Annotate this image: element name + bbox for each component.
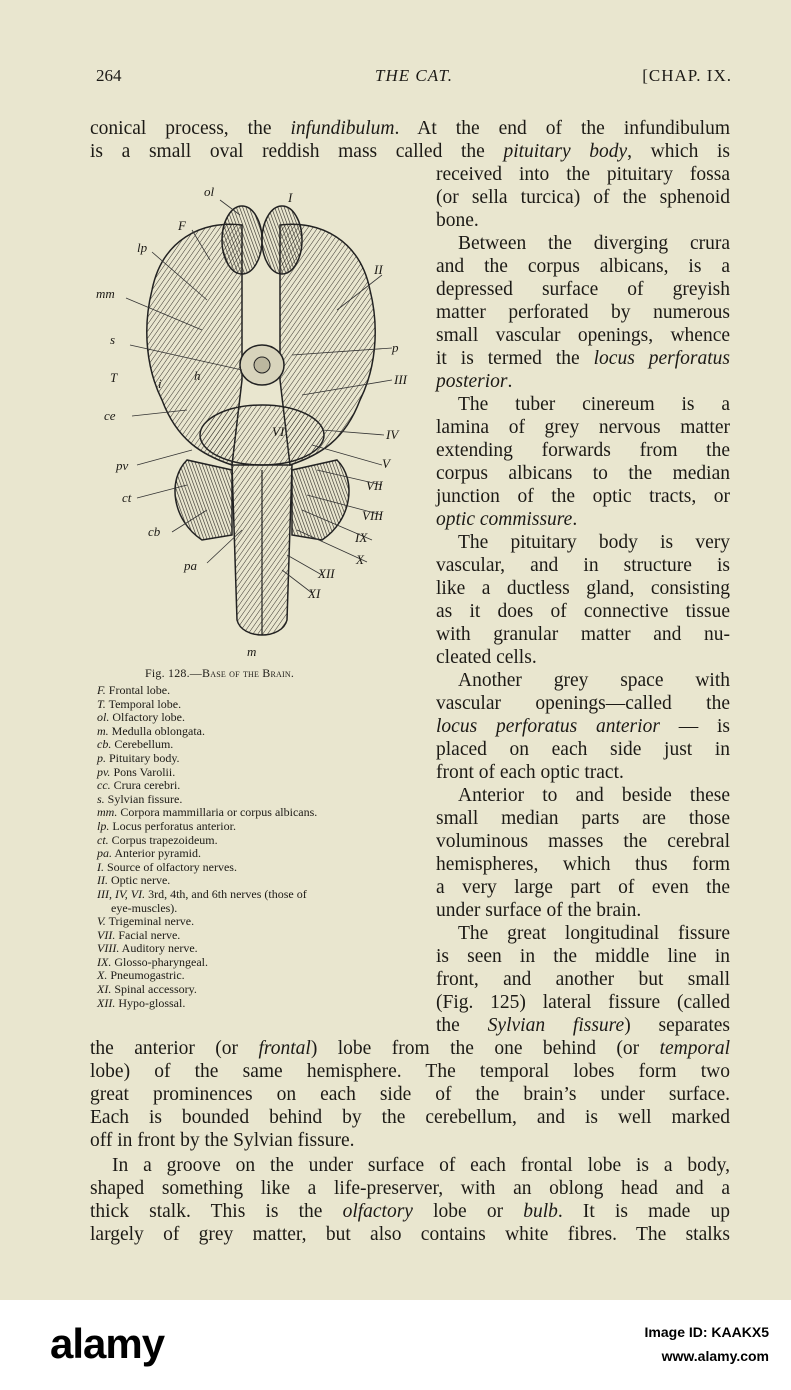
page-number: 264 [96, 66, 122, 85]
text-line: placed on each side just in [436, 739, 730, 760]
text-line: front, and another but small [436, 969, 730, 990]
legend-entry [97, 942, 417, 956]
legend-text: Medulla oblongata. [111, 723, 205, 738]
legend-text: Hypo-glossal. [118, 995, 186, 1010]
label-pa: pa [184, 558, 197, 573]
label-i: i [158, 376, 162, 391]
caption-title: Base of the Brain. [202, 666, 295, 680]
legend-entry [97, 956, 417, 970]
legend-abbr: I. [97, 859, 104, 874]
text-line: a very large part of even the [436, 877, 730, 898]
text-line: is seen in the middle line in [436, 946, 730, 967]
text-line: (Fig. 125) lateral fissure (called [436, 992, 730, 1013]
text-line: under surface of the brain. [436, 900, 642, 921]
legend-text: Locus perforatus anterior. [112, 818, 236, 833]
legend-abbr: lp. [97, 818, 110, 833]
text-line: the Sylvian fissure) separates [436, 1015, 730, 1036]
legend-entry [97, 969, 417, 983]
label-T: T [110, 370, 118, 385]
legend-abbr: p. [97, 750, 106, 765]
legend-abbr: mm. [97, 805, 118, 820]
legend-text: Cerebellum. [114, 737, 174, 752]
text-line: vascular openings—called the [436, 693, 730, 714]
legend-entry [97, 834, 417, 848]
legend-abbr: X. [97, 968, 108, 983]
text-line: the anterior (or frontal) lobe from the one behind (or temporal [90, 1038, 730, 1059]
text-line: conical process, the infundibulum. At the end of the infundibulum [90, 118, 730, 139]
legend-abbr: XI. [97, 982, 112, 997]
legend-entry [97, 929, 417, 943]
legend-text: Anterior pyramid. [114, 846, 201, 861]
text-line: Each is bounded behind by the cerebellum, and is well marked [90, 1107, 730, 1128]
legend-entry [97, 915, 417, 929]
text-line: it is termed the locus perforatus [436, 348, 730, 369]
legend-abbr: II. [97, 873, 108, 888]
label-XI: XI [308, 586, 321, 601]
legend-entry [97, 725, 417, 739]
legend-text: Frontal lobe. [108, 683, 171, 697]
legend-text: Trigeminal nerve. [108, 914, 195, 929]
text-line: lamina of grey nervous matter [436, 417, 730, 438]
label-VI: VI [272, 424, 285, 439]
label-V: V [382, 456, 390, 471]
text-line: small vascular openings, whence [436, 325, 730, 346]
legend-entry [97, 684, 417, 698]
text-line: largely of grey matter, but also contains white fibres. The stalks [90, 1224, 730, 1245]
text-line: front of each optic tract. [436, 762, 624, 783]
legend-text: Optic nerve. [111, 873, 171, 888]
legend-text: Facial nerve. [118, 927, 181, 942]
figure-caption [145, 666, 294, 681]
chapter-label: [CHAP. IX. [642, 66, 732, 85]
text-line: thick stalk. This is the olfactory lobe or bulb. It is made up [90, 1201, 730, 1222]
legend-abbr: IX. [97, 954, 112, 969]
label-IV: IV [386, 427, 399, 442]
legend-abbr: pv. [97, 764, 111, 779]
legend-entry [97, 820, 417, 834]
legend-entry [97, 847, 417, 861]
label-p: p [392, 340, 399, 355]
legend-abbr: VIII. [97, 941, 120, 956]
legend-entry [97, 711, 417, 725]
label-cb: cb [148, 524, 161, 539]
text-line: great prominences on each side of the brain’s under surface. [90, 1084, 730, 1105]
label-F: F [178, 218, 186, 233]
label-I: I [288, 190, 293, 205]
text-line: hemispheres, which thus form [436, 854, 730, 875]
label-X: X [356, 552, 364, 567]
text-line: extending forwards from the [436, 440, 730, 461]
legend-entry [97, 698, 417, 712]
figure-legend [97, 684, 417, 1010]
legend-entry [97, 983, 417, 997]
legend-entry [97, 874, 417, 888]
legend-text: Spinal accessory. [114, 982, 197, 997]
text-line: locus perforatus anterior — is [436, 716, 730, 737]
text-line: junction of the optic tracts, or [436, 486, 730, 507]
legend-text: Temporal lobe. [108, 696, 182, 711]
legend-text: Crura cerebri. [113, 778, 181, 793]
legend-text: Sylvian fissure. [107, 791, 183, 806]
text-line: shaped something like a life-preserver, with an oblong head and a [90, 1178, 730, 1199]
text-line: vascular, and in structure is [436, 555, 730, 576]
legend-entry [97, 752, 417, 766]
legend-text: Pneumogastric. [110, 968, 185, 983]
legend-abbr: ol. [97, 710, 110, 725]
text-line: with granular matter and nu- [436, 624, 730, 645]
legend-entry [97, 997, 417, 1011]
text-line: bone. [436, 210, 479, 231]
label-lp: lp [137, 240, 148, 255]
legend-abbr: VII. [97, 927, 116, 942]
legend-entry [97, 738, 417, 752]
legend-abbr: F. [97, 683, 106, 697]
label-VIII: VIII [362, 508, 383, 523]
legend-entry [97, 806, 417, 820]
label-s: s [110, 332, 116, 347]
label-III: III [394, 372, 407, 387]
text-line: Another grey space with [458, 670, 730, 691]
label-II: II [374, 262, 383, 277]
legend-entry [97, 902, 417, 916]
legend-entry [97, 793, 417, 807]
legend-text: eye-muscles). [111, 900, 178, 915]
text-line: The great longitudinal fissure [458, 923, 730, 944]
legend-text: Olfactory lobe. [112, 710, 185, 725]
label-VII: VII [366, 478, 383, 493]
legend-entry [97, 861, 417, 875]
caption-prefix: Fig. 128.— [145, 666, 203, 680]
legend-text: Corpus trapezoideum. [111, 832, 218, 847]
legend-text: Pituitary body. [109, 750, 180, 765]
legend-abbr: m. [97, 723, 109, 738]
text-line: posterior. [436, 371, 513, 392]
legend-abbr: cb. [97, 737, 112, 752]
legend-abbr: T. [97, 696, 106, 711]
text-line: depressed surface of greyish [436, 279, 730, 300]
label-pv: pv [116, 458, 129, 473]
legend-text: Pons Varolii. [113, 764, 176, 779]
label-IX: IX [355, 530, 368, 545]
legend-text: Auditory nerve. [121, 941, 198, 956]
text-line: and the corpus albicans, is a [436, 256, 730, 277]
legend-abbr: ct. [97, 832, 109, 847]
label-ce: ce [104, 408, 116, 423]
text-line: like a ductless gland, consisting [436, 578, 730, 599]
legend-abbr: V. [97, 914, 106, 929]
text-line: cleated cells. [436, 647, 537, 668]
legend-entry [97, 766, 417, 780]
text-line: The tuber cinereum is a [458, 394, 730, 415]
text-line: optic commissure. [436, 509, 578, 530]
watermark-url: www.alamy.com [661, 1348, 769, 1364]
legend-text: Corpora mammillaria or corpus albicans. [120, 805, 318, 820]
legend-entry [97, 888, 417, 902]
label-mm: mm [96, 286, 115, 301]
text-line: matter perforated by numerous [436, 302, 730, 323]
text-line: Anterior to and beside these [458, 785, 730, 806]
legend-abbr: XII. [97, 995, 116, 1010]
legend-abbr: pa. [97, 846, 112, 861]
text-line: as it does of connective tissue [436, 601, 730, 622]
watermark-logo: alamy [50, 1320, 165, 1367]
text-line: is a small oval reddish mass called the pituitary body, which is [90, 141, 730, 162]
brain-base-illustration [92, 180, 430, 660]
legend-text: Glosso-pharyngeal. [114, 954, 208, 969]
text-line: corpus albicans to the median [436, 463, 730, 484]
text-line: (or sella turcica) of the sphenoid [436, 187, 730, 208]
text-line: off in front by the Sylvian fissure. [90, 1130, 355, 1151]
running-title: THE CAT. [375, 66, 453, 85]
legend-abbr: s. [97, 791, 105, 806]
label-m: m [247, 644, 257, 659]
text-line: small median parts are those [436, 808, 730, 829]
text-line: In a groove on the under surface of each frontal lobe is a body, [112, 1155, 730, 1176]
text-line: voluminous masses the cerebral [436, 831, 730, 852]
legend-text: 3rd, 4th, and 6th nerves (those of [148, 886, 307, 901]
legend-entry [97, 779, 417, 793]
legend-text: Source of olfactory nerves. [107, 859, 237, 874]
text-line: received into the pituitary fossa [436, 164, 730, 185]
label-ct: ct [122, 490, 132, 505]
label-h: h [194, 368, 201, 383]
label-XII: XII [318, 566, 335, 581]
page-header [96, 66, 732, 92]
text-line: lobe) of the same hemisphere. The temporal lobes form two [90, 1061, 730, 1082]
label-ol: ol [204, 184, 215, 199]
text-line: Between the diverging crura [458, 233, 730, 254]
watermark-image-id: Image ID: KAAKX5 [644, 1324, 769, 1340]
legend-abbr: III, IV, VI. [97, 886, 146, 901]
legend-abbr: cc. [97, 778, 111, 793]
text-line: The pituitary body is very [458, 532, 730, 553]
